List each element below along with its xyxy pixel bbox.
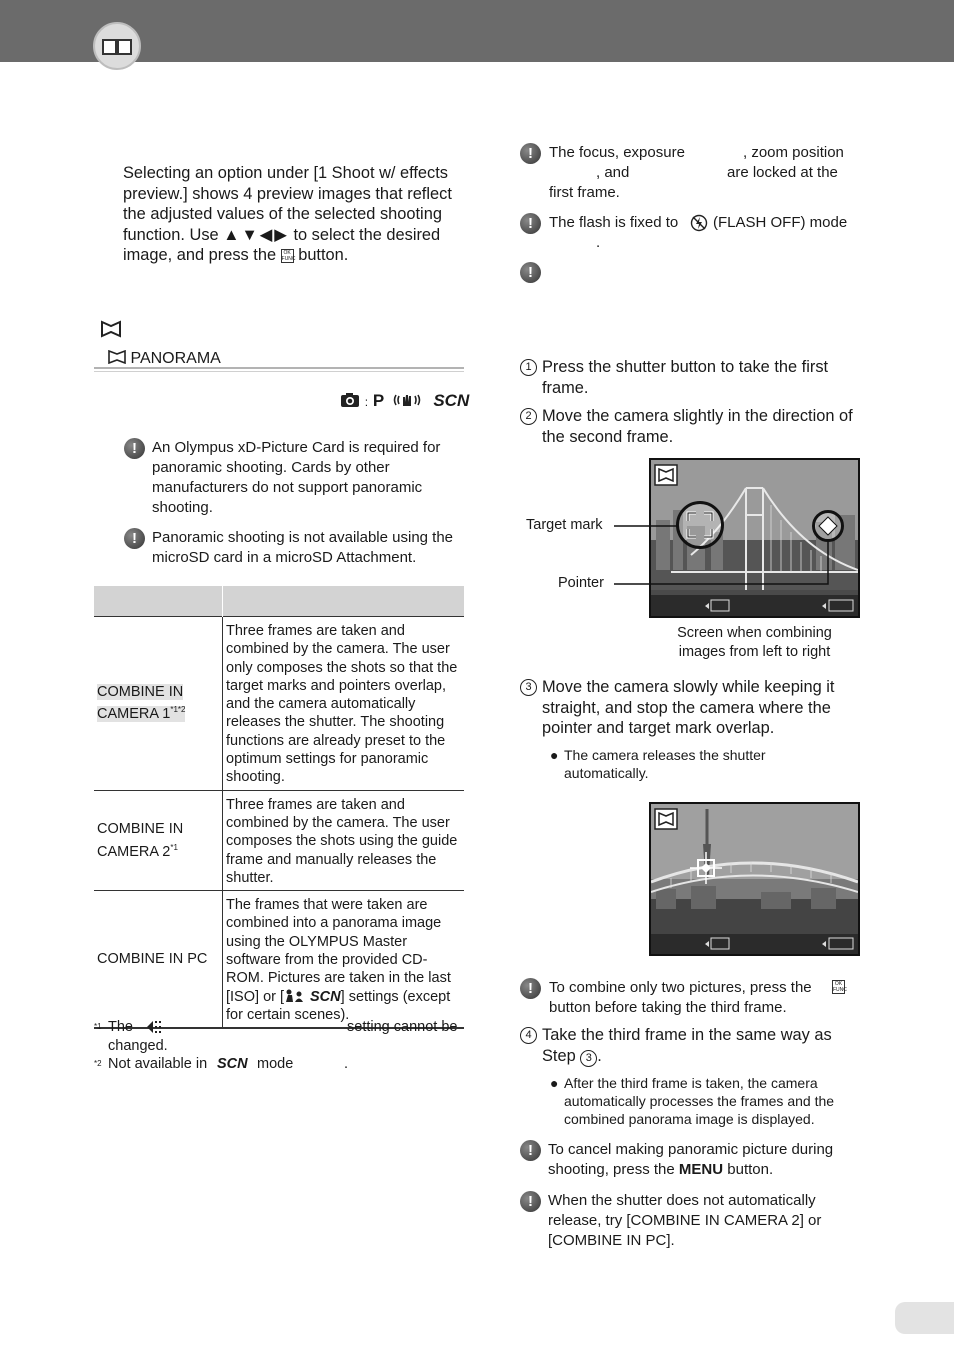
step-number: 2 xyxy=(520,408,537,425)
callout-target-mark: Target mark xyxy=(526,517,603,533)
section-label: PANORAMA xyxy=(108,350,221,368)
caution-icon: ! xyxy=(520,143,541,164)
panorama-small-icon xyxy=(108,350,126,364)
camera-icon xyxy=(340,392,360,408)
figure-caption: Screen when combining images from left to right xyxy=(677,625,832,660)
scene-icon xyxy=(284,989,310,1003)
menu-button-label: MENU xyxy=(678,1161,724,1178)
description-cell: Three frames are taken and combined by the camera. The user only composes the shots so that the target marks and pointers overlap, and the camera automatically releases the shutter. The shooting functions are already preset to the optimum settings for panoramic shooting. xyxy=(223,617,465,791)
intro-paragraph: Selecting an option under [1 Shoot w/ effects preview.] shows 4 preview images that reflect the adjusted values of the selected shooting function. Use ▲▼◀▶ to select the desired image, and press the OK FUNC button. xyxy=(123,164,452,265)
footnote-1: *1 The setting cannot be changed. xyxy=(94,1019,458,1054)
option-cell: COMBINE IN CAMERA 2$^{*1}$ xyxy=(94,790,223,890)
image-quality-icon xyxy=(146,1019,164,1035)
note-xd-card: ! An Olympus xD-Picture Card is required for panoramic shooting. Cards by other manufacturers do not support panoramic shooting. xyxy=(124,438,464,518)
caution-icon: ! xyxy=(124,438,145,459)
flash-off-icon xyxy=(690,214,708,232)
panorama-icon xyxy=(100,320,122,343)
note-shutter-release: ! When the shutter does not automatically release, try [COMBINE IN CAMERA 2] or [COMBINE IN PC]. xyxy=(520,1191,860,1253)
table-row xyxy=(94,617,464,791)
note-locked-settings: ! The focus, exposure , zoom position , and are locked at the first frame. xyxy=(520,143,860,205)
caution-icon: ! xyxy=(124,528,145,549)
page-number-tab xyxy=(895,1302,954,1334)
step-number: 3 xyxy=(520,679,537,696)
option-cell: COMBINE IN CAMERA $1^{*1*2}$ xyxy=(94,617,223,791)
table-header-row xyxy=(94,586,464,617)
note-microsd: ! Panoramic shooting is not available using the microSD card in a microSD Attachment. xyxy=(124,528,464,570)
callout-lines xyxy=(610,520,840,590)
option-cell: COMBINE IN PC xyxy=(94,891,223,1029)
step-number: 1 xyxy=(520,359,537,376)
footnote-2: *2 Not available in SCN mode . xyxy=(94,1056,349,1072)
note-cancel: ! To cancel making panoramic picture during shooting, press the MENU button. xyxy=(520,1140,860,1182)
header-bar xyxy=(0,0,954,62)
digital-image-stabilization-icon xyxy=(393,392,421,408)
book-icon xyxy=(93,22,141,70)
camera-screen-2 xyxy=(649,802,860,956)
caution-icon: ! xyxy=(520,262,541,283)
available-modes: : P SCN xyxy=(340,391,469,411)
panorama-options-table xyxy=(94,586,464,1029)
note-empty xyxy=(520,262,860,284)
arrow-keys-icon: ▲▼◀▶ xyxy=(223,225,289,244)
step-reference: 3 xyxy=(580,1050,597,1067)
note-two-pictures: ! To combine only two pictures, press the OK FUNC button before taking the third frame. xyxy=(520,978,860,1020)
table-row xyxy=(94,790,464,890)
note-flash: ! The flash is fixed to (FLASH OFF) mode . xyxy=(520,213,860,255)
caution-icon: ! xyxy=(520,213,541,234)
description-cell: Three frames are taken and combined by the camera. The user composes the shots using the guide frame and manually releases the shutter. xyxy=(223,790,465,890)
ok-button-icon: OK FUNC xyxy=(281,250,296,263)
table-header-description xyxy=(223,586,465,617)
caution-icon: ! xyxy=(520,1140,541,1161)
caution-icon: ! xyxy=(520,1191,541,1212)
table-header-option xyxy=(94,586,223,617)
table-row xyxy=(94,891,464,1029)
callout-pointer: Pointer xyxy=(558,575,604,591)
section-rule xyxy=(94,367,464,372)
caution-icon: ! xyxy=(520,978,541,999)
step-number: 4 xyxy=(520,1027,537,1044)
ok-button-icon: OK FUNC xyxy=(833,981,847,993)
description-cell: The frames that were taken are combined into a panorama image using the OLYMPUS Master software from the provided CD-ROM. Pictures are taken in the last [ISO] or [ SCN] settings (except for certain scenes). xyxy=(223,891,465,1029)
